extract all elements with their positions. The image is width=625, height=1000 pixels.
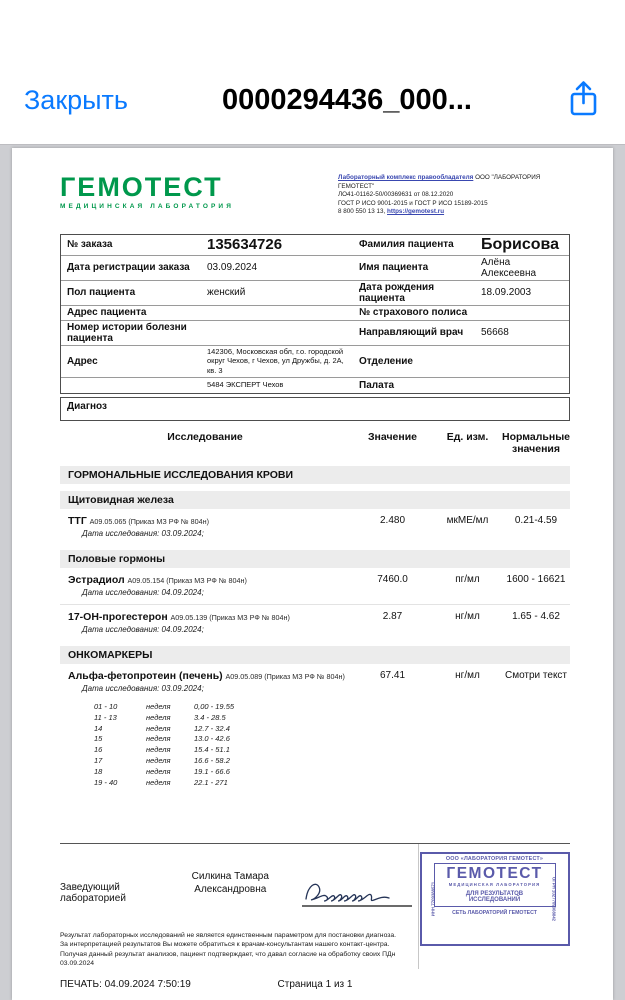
week-norm: 16.6 - 58.2 (194, 756, 230, 766)
week-norm: 0,00 - 19.55 (194, 701, 235, 711)
stamp-area (418, 844, 570, 969)
history-label: Номер истории болезни пациента (67, 321, 187, 344)
study-date: Дата исследования: 04.09.2024; (82, 624, 204, 634)
gost-line: ГОСТ Р ИСО 9001-2015 и ГОСТ Р ИСО 15189-2015 (338, 199, 488, 207)
gemotest-logo (60, 174, 234, 210)
stamp-company: ООО «ЛАБОРАТОРИЯ ГЕМОТЕСТ» (445, 855, 544, 862)
header-unit: Ед. изм. (446, 430, 489, 443)
viewer-navbar (0, 56, 625, 145)
week-range: 11 - 13 (94, 712, 117, 722)
stamp-wordmark: ГЕМОТЕСТ (446, 864, 543, 882)
share-icon (568, 107, 599, 122)
diagnosis-row (60, 397, 570, 421)
signatory-name: Силкина Тамара Александровна (191, 870, 269, 895)
branch-value: 5484 ЭКСПЕРТ Чехов (207, 380, 284, 390)
share-button[interactable] (566, 79, 601, 122)
week-range: 14 (94, 723, 103, 733)
lab-owner-text: ООО "ЛАБОРАТОРИЯ ГЕМОТЕСТ" (338, 174, 541, 190)
department-label: Отделение (359, 355, 413, 367)
week-norm: 12.7 - 32.4 (194, 723, 230, 733)
study-date: Дата исследования: 04.09.2024; (82, 587, 204, 597)
order-label: № заказа (67, 239, 113, 250)
page-footer (60, 979, 570, 992)
order-info-table (60, 234, 570, 394)
test-unit: пг/мл (455, 573, 480, 585)
test-code: A09.05.089 (Приказ МЗ РФ № 804н) (225, 671, 345, 681)
test-unit: нг/мл (455, 610, 480, 622)
study-date: Дата исследования: 03.09.2024; (82, 683, 204, 693)
section-thyroid: Щитовидная железа (60, 491, 570, 509)
week-norm: 13.0 - 42.6 (194, 734, 230, 744)
test-name: ТТГ (68, 514, 87, 527)
disclaimer-text: Результат лабораторных исследований не является единственным параметром для постановки диагноза. За интерпретацией результатов Вы можете обратиться к врачам-консультантам нашего контакт-центра. Получая данный результат анализов, пациент подтверждает, что давал согласие на обработку своих ПДн 03.09.2024 (60, 931, 397, 968)
surname-value: Борисова (481, 235, 560, 253)
results-header (60, 427, 570, 459)
stamp-subtitle: МЕДИЦИНСКАЯ ЛАБОРАТОРИЯ (448, 882, 541, 888)
lab-legal-info (338, 174, 570, 217)
week-range: 18 (94, 767, 103, 776)
license-link[interactable]: Лабораторный комплекс правообладателя (338, 174, 474, 181)
week-norm: 15.4 - 51.1 (194, 745, 230, 755)
week-norm: 19.1 - 66.6 (194, 767, 230, 776)
week-range: 19 - 40 (94, 777, 118, 787)
table-row (61, 306, 569, 321)
test-unit: нг/мл (455, 669, 480, 681)
section-oncomarkers: ОНКОМАРКЕРЫ (60, 646, 570, 664)
header-value: Значение (367, 430, 418, 443)
stamp-network: СЕТЬ ЛАБОРАТОРИЙ ГЕМОТЕСТ (452, 910, 537, 917)
test-code: A09.05.065 (Приказ МЗ РФ № 804н) (89, 516, 209, 526)
name-value: Алёна Алексеевна (481, 256, 537, 279)
surname-label: Фамилия пациента (359, 239, 454, 250)
address-label: Адрес (67, 355, 98, 367)
policy-label: № страхового полиса (359, 307, 468, 318)
patient-address-label: Адрес пациента (67, 307, 147, 318)
table-row (61, 346, 569, 378)
week-norm: 22.1 - 271 (194, 777, 228, 787)
test-value: 2.480 (379, 514, 406, 526)
logo-wordmark: ГЕМОТЕСТ (60, 172, 223, 202)
doctor-value: 56668 (481, 327, 509, 338)
section-sex-hormones: Половые гормоны (60, 550, 570, 568)
test-unit: мкМЕ/мл (446, 514, 489, 526)
print-timestamp: ПЕЧАТЬ: 04.09.2024 7:50:19 (60, 979, 191, 990)
week-range: 01 - 10 (94, 701, 118, 711)
test-norm: Смотри текст (504, 669, 568, 681)
address-value: 142306, Московская обл, г.о. городской округ Чехов, г Чехов, ул Дружбы, д. 2А, кв. 3 (207, 346, 344, 375)
birth-date-label: Дата рождения пациента (359, 281, 435, 304)
reg-date-label: Дата регистрации заказа (67, 262, 190, 273)
test-norm: 1600 - 16621 (506, 573, 566, 585)
stamp-purpose: ИССЛЕДОВАНИЙ (468, 897, 521, 904)
report-header (60, 174, 570, 217)
week-range: 16 (94, 745, 103, 755)
reg-date-value: 03.09.2024 (207, 262, 258, 273)
signature-image (298, 872, 418, 915)
close-button[interactable]: Закрыть (24, 84, 128, 115)
status-bar (0, 0, 625, 56)
test-name: Альфа-фетопротеин (печень) (68, 669, 223, 682)
table-row (61, 256, 569, 281)
order-number: 135634726 (207, 236, 283, 253)
week-range: 15 (94, 734, 103, 744)
week-range: 17 (94, 756, 103, 766)
table-row (61, 281, 569, 306)
ward-label: Палата (359, 379, 395, 391)
result-row-afp (60, 670, 570, 682)
test-value: 2.87 (382, 610, 403, 622)
test-norm: 1.65 - 4.62 (512, 610, 560, 622)
section-hormonal: ГОРМОНАЛЬНЫЕ ИССЛЕДОВАНИЯ КРОВИ (60, 466, 570, 484)
document-title: 0000294436_000... (222, 83, 472, 116)
lab-stamp (420, 852, 570, 946)
website-link[interactable]: https://gemotest.ru (387, 208, 445, 215)
logo-subtitle: МЕДИЦИНСКАЯ ЛАБОРАТОРИЯ (60, 203, 234, 210)
week-norm: 3.4 - 28.5 (194, 712, 226, 722)
page-number: Страница 1 из 1 (277, 979, 353, 990)
table-row (61, 235, 569, 256)
sex-value: женский (207, 287, 246, 298)
doctor-label: Направляющий врач (359, 327, 464, 338)
result-row-ttg (60, 515, 570, 527)
signatory-role: Заведующий лабораторией (60, 881, 126, 904)
row-divider (60, 604, 570, 605)
study-date: Дата исследования: 03.09.2024; (82, 528, 204, 538)
afp-reference-table: 01 - 10 неделя 0,00 - 19.55 11 - 13 неделя 3.4 - 28.5 14 неделя 12.7 - 32.4 15 неделя 13.0 - 42.6 16 неделя 15.4 - 51.1 17 неделя 16.6 - 58.2 18 неделя 19.1 - 66.6 19 - 40 неделя 22.1 - 271 (94, 702, 570, 789)
document-scroll-area[interactable] (0, 145, 625, 1000)
result-row-progesterone (60, 611, 570, 623)
signature-section (60, 844, 570, 969)
test-code: A09.05.139 (Приказ МЗ РФ № 804н) (170, 612, 290, 622)
license-number: ЛО41-01162-50/00369631 от 08.12.2020 (338, 191, 454, 198)
phone-number: 8 800 550 13 13, (338, 208, 388, 215)
test-value: 67.41 (379, 669, 406, 681)
sex-label: Пол пациента (67, 287, 136, 298)
header-study: Исследование (167, 430, 243, 443)
result-row-estradiol (60, 574, 570, 586)
stamp-inn: ИНН 7709388571 (430, 881, 436, 917)
report-page (12, 148, 613, 1000)
header-norm: Нормальные значения (501, 430, 570, 455)
stamp-ogrn: ОГРН 1027709008842 (551, 876, 557, 921)
test-code: A09.05.154 (Приказ МЗ РФ № 804н) (127, 575, 247, 585)
test-name: 17-ОН-прогестерон (68, 610, 168, 623)
table-row (61, 378, 569, 393)
stamp-purpose: ДЛЯ РЕЗУЛЬТАТОВ (465, 891, 524, 898)
diagnosis-label: Диагноз (67, 400, 107, 412)
test-norm: 0.21-4.59 (514, 514, 558, 526)
table-row (61, 321, 569, 346)
test-value: 7460.0 (377, 573, 408, 585)
birth-date-value: 18.09.2003 (481, 287, 532, 298)
test-name: Эстрадиол (68, 573, 125, 586)
blank-space (60, 789, 570, 843)
name-label: Имя пациента (359, 262, 429, 273)
